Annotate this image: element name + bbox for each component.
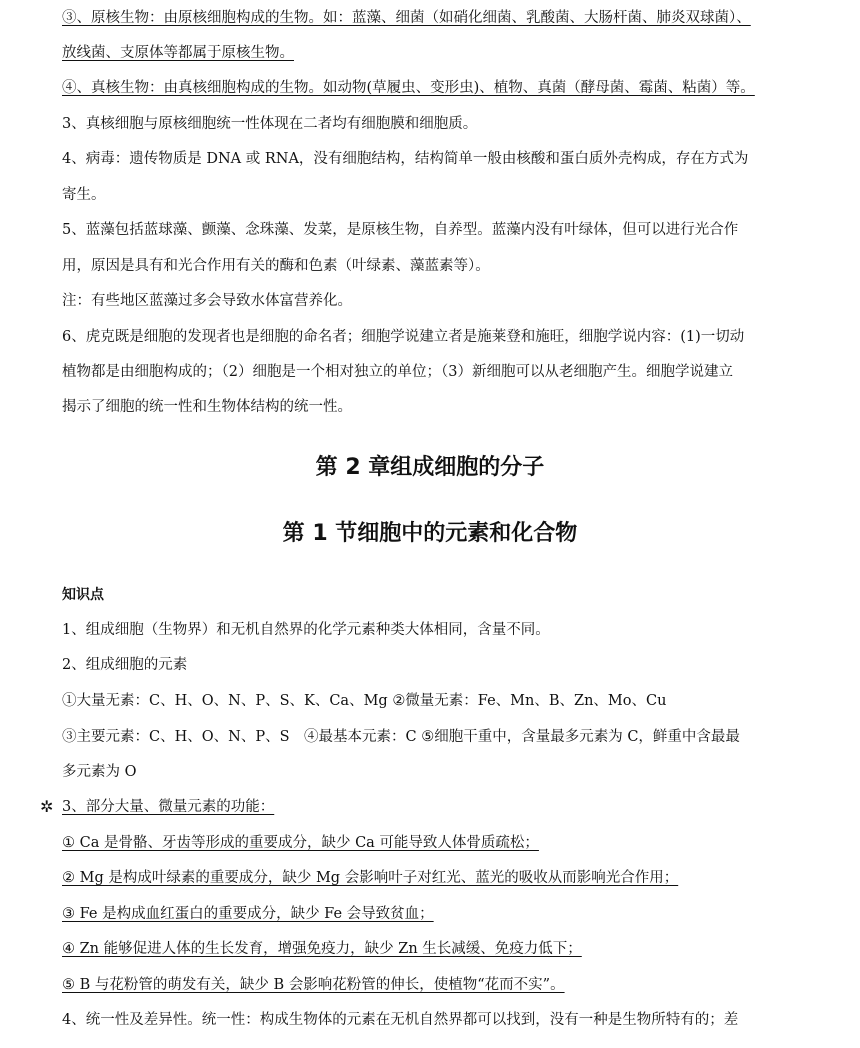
text-line: 4、病毒：遗传物质是 DNA 或 RNA，没有细胞结构，结构简单一般由核酸和蛋白质外壳构成，存在方式为 [62, 151, 749, 167]
text-line: 注：有些地区蓝藻过多会导致水体富营养化。 [62, 293, 352, 309]
text-line: 揭示了细胞的统一性和生物体结构的统一性。 [62, 399, 352, 415]
function-item: ① Ca 是骨骼、牙齿等形成的重要成分，缺少 Ca 可能导致人体骨质疏松； [62, 835, 539, 851]
section-title: 第 1 节细胞中的元素和化合物 [282, 521, 578, 546]
text-line: 2、组成细胞的元素 [62, 657, 188, 673]
text-line: 6、虎克既是细胞的发现者也是细胞的命名者；细胞学说建立者是施莱登和施旺，细胞学说内容：(1)一切动 [62, 329, 745, 345]
text-line: 3、真核细胞与原核细胞统一性体现在二者均有细胞膜和细胞质。 [62, 116, 478, 132]
function-item: ⑤ B 与花粉管的萌发有关，缺少 B 会影响花粉管的伸长，使植物“花而不实”。 [62, 977, 565, 993]
function-heading: 3、部分大量、微量元素的功能： [62, 799, 275, 815]
text-line: 1、组成细胞（生物界）和无机自然界的化学元素种类大体相同，含量不同。 [62, 622, 550, 638]
text-line: 寄生。 [62, 187, 106, 203]
function-item: ② Mg 是构成叶绿素的重要成分，缺少 Mg 会影响叶子对红光、蓝光的吸收从而影响光合作用； [62, 870, 679, 886]
text-line: 植物都是由细胞构成的；（2）细胞是一个相对独立的单位；（3）新细胞可以从老细胞产生。细胞学说建立 [62, 364, 733, 380]
function-item: ③ Fe 是构成血红蛋白的重要成分，缺少 Fe 会导致贫血； [62, 906, 434, 922]
text-line: ③、原核生物：由原核细胞构成的生物。如：蓝藻、细菌（如硝化细菌、乳酸菌、大肠杆菌、肺炎双球菌）、 [62, 10, 751, 26]
text-line: 多元素为 O [62, 764, 137, 780]
text-line: ④、真核生物：由真核细胞构成的生物。如动物(草履虫、变形虫)、植物、真菌（酵母菌、霉菌、粘菌）等。 [62, 80, 755, 96]
star-icon: ✲ [40, 797, 54, 816]
text-line: 5、蓝藻包括蓝球藻、颤藻、念珠藻、发菜，是原核生物，自养型。蓝藻内没有叶绿体，但可以进行光合作 [62, 222, 739, 238]
text-line: 放线菌、支原体等都属于原核生物。 [62, 45, 294, 61]
text-line: ③主要元素：C、H、O、N、P、S ④最基本元素：C ⑤细胞干重中，含量最多元素为 C，鲜重中含最最 [62, 729, 740, 745]
text-line: 4、统一性及差异性。统一性：构成生物体的元素在无机自然界都可以找到，没有一种是生物所特有的；差 [62, 1012, 739, 1028]
text-line: ①大量无素：C、H、O、N、P、S、K、Ca、Mg ②微量无素：Fe、Mn、B、Zn、Mo、Cu [62, 693, 667, 709]
text-line: 用，原因是具有和光合作用有关的酶和色素（叶绿素、藻蓝素等）。 [62, 258, 490, 274]
chapter-title: 第 2 章组成细胞的分子 [315, 455, 545, 480]
knowledge-label: 知识点 [62, 587, 104, 603]
function-item: ④ Zn 能够促进人体的生长发育，增强免疫力，缺少 Zn 生长减缓、免疫力低下； [62, 941, 582, 957]
